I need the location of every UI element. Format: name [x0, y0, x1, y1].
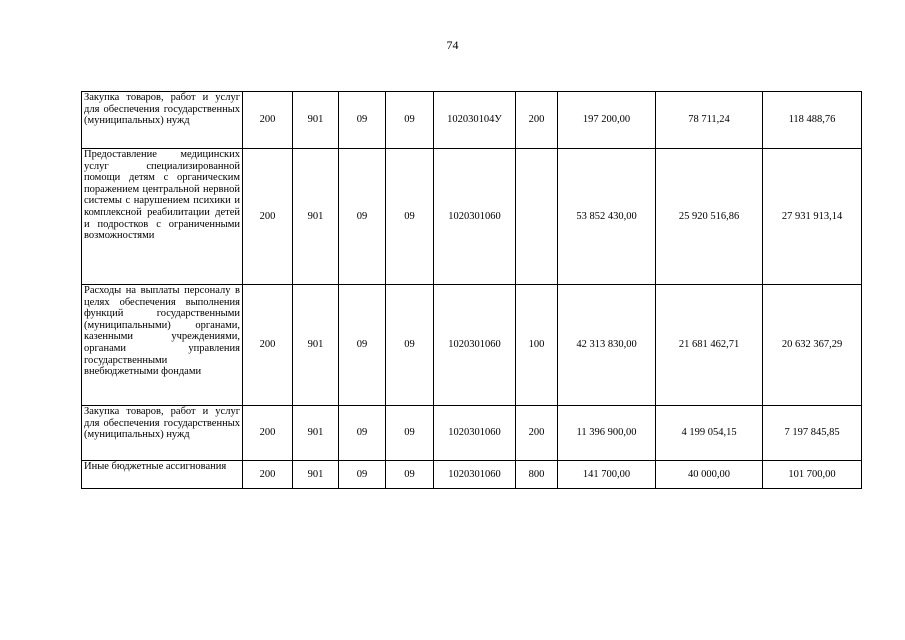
cell-code-4: 09	[386, 149, 434, 285]
cell-code-1: 200	[243, 461, 293, 489]
cell-amount-executed: 25 920 516,86	[656, 149, 763, 285]
cell-code-4: 09	[386, 406, 434, 461]
cell-code-4: 09	[386, 461, 434, 489]
row-description: Закупка товаров, работ и услуг для обеспечения государственных (муниципальных) нужд	[82, 92, 243, 149]
cell-code-3: 09	[339, 149, 386, 285]
cell-amount-executed: 40 000,00	[656, 461, 763, 489]
cell-target-article: 1020301060	[434, 285, 516, 406]
cell-amount-plan: 42 313 830,00	[558, 285, 656, 406]
cell-code-1: 200	[243, 406, 293, 461]
cell-code-4: 09	[386, 285, 434, 406]
table-row	[82, 406, 862, 461]
row-description: Закупка товаров, работ и услуг для обеспечения государственных (муниципальных) нужд	[82, 406, 243, 461]
cell-amount-plan: 197 200,00	[558, 92, 656, 149]
budget-table	[81, 91, 862, 489]
cell-target-article: 1020301060	[434, 461, 516, 489]
cell-target-article: 1020301060	[434, 406, 516, 461]
cell-amount-remaining: 118 488,76	[763, 92, 862, 149]
cell-expense-type: 100	[516, 285, 558, 406]
table-row	[82, 149, 862, 285]
cell-amount-remaining: 7 197 845,85	[763, 406, 862, 461]
cell-code-3: 09	[339, 461, 386, 489]
cell-code-2: 901	[293, 461, 339, 489]
cell-code-3: 09	[339, 406, 386, 461]
cell-expense-type: 200	[516, 92, 558, 149]
cell-amount-remaining: 101 700,00	[763, 461, 862, 489]
cell-amount-remaining: 20 632 367,29	[763, 285, 862, 406]
cell-code-1: 200	[243, 285, 293, 406]
cell-amount-plan: 53 852 430,00	[558, 149, 656, 285]
cell-amount-executed: 21 681 462,71	[656, 285, 763, 406]
cell-amount-plan: 11 396 900,00	[558, 406, 656, 461]
row-description: Предоставление медицинских услуг специализированной помощи детям с органическим поражением центральной нервной системы с нарушением психики и комплексной реабилитации детей и подростков с ограниченными возможностями	[82, 149, 243, 285]
cell-target-article: 1020301060	[434, 149, 516, 285]
cell-amount-executed: 78 711,24	[656, 92, 763, 149]
cell-code-2: 901	[293, 92, 339, 149]
row-description: Расходы на выплаты персоналу в целях обеспечения выполнения функций государственными (муниципальными) органами, казенными учреждениями, органами управления государственными внебюджетными фондами	[82, 285, 243, 406]
cell-code-4: 09	[386, 92, 434, 149]
cell-amount-remaining: 27 931 913,14	[763, 149, 862, 285]
table-row	[82, 92, 862, 149]
cell-code-2: 901	[293, 149, 339, 285]
cell-amount-executed: 4 199 054,15	[656, 406, 763, 461]
cell-code-2: 901	[293, 406, 339, 461]
cell-code-3: 09	[339, 92, 386, 149]
cell-code-1: 200	[243, 92, 293, 149]
cell-code-1: 200	[243, 149, 293, 285]
table-row	[82, 461, 862, 489]
cell-amount-plan: 141 700,00	[558, 461, 656, 489]
row-description: Иные бюджетные ассигнования	[82, 461, 243, 489]
cell-code-2: 901	[293, 285, 339, 406]
table-row	[82, 285, 862, 406]
cell-expense-type	[516, 149, 558, 285]
page-number: 74	[446, 38, 459, 52]
cell-expense-type: 800	[516, 461, 558, 489]
cell-target-article: 102030104У	[434, 92, 516, 149]
cell-code-3: 09	[339, 285, 386, 406]
cell-expense-type: 200	[516, 406, 558, 461]
